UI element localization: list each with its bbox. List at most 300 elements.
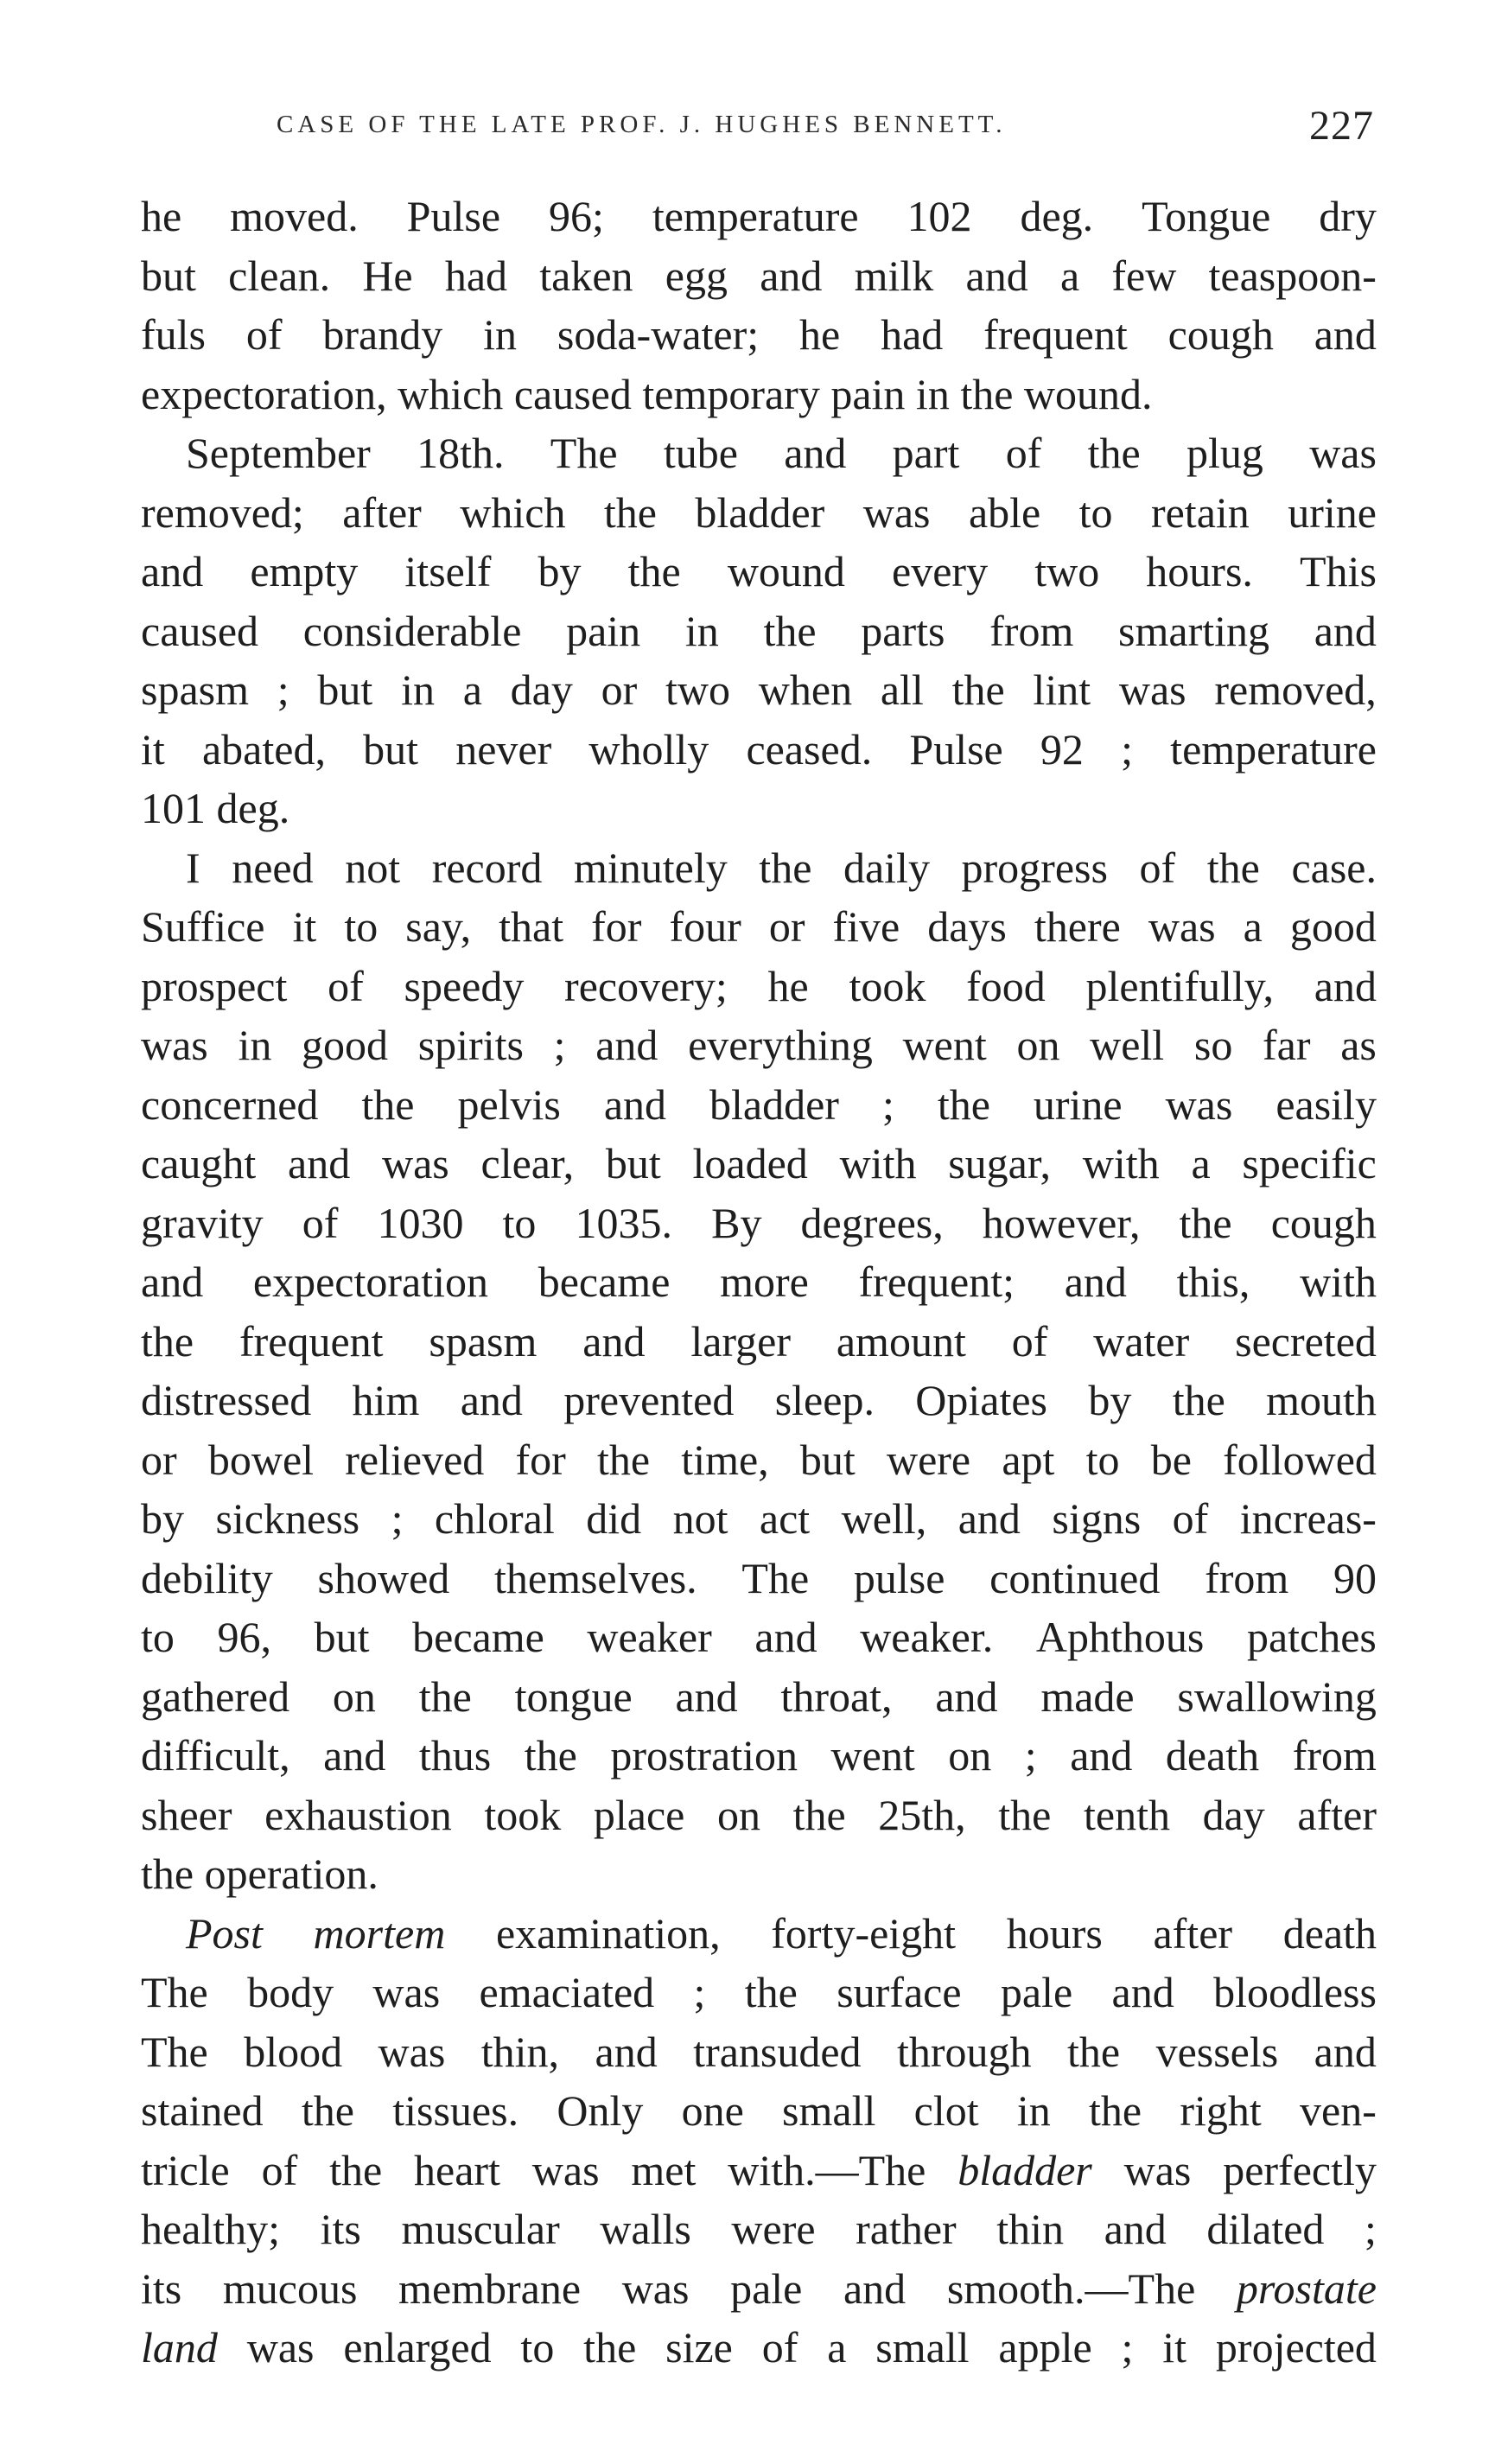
word: went [830,1731,915,1780]
word: in [1016,2086,1051,2135]
text-line [141,720,1377,780]
word: and [1314,606,1377,655]
word: This [1300,547,1377,595]
word: Pulse [406,192,501,240]
word: or [768,902,805,951]
word: relieved [345,1435,485,1484]
word: but [141,251,196,300]
word: small [782,2086,876,2135]
word: a [827,2323,847,2372]
word: was [531,2145,600,2194]
word: it [141,724,165,774]
word: everything [688,1021,873,1069]
text-line [141,423,1377,483]
word: dilated [1206,2205,1325,2253]
word: did [586,1494,642,1543]
italic-word: mortem [313,1908,446,1958]
word: deg. [216,784,290,832]
word: on [1016,1021,1060,1069]
text-line [141,2318,1377,2378]
word: signs [1052,1494,1142,1543]
word: him [352,1376,420,1424]
word: this, [1176,1257,1250,1306]
word: the [583,2323,637,2372]
word: of [245,310,283,359]
word: the [597,1435,651,1484]
word: the [960,369,1014,418]
word: the [301,2086,354,2135]
word: exhaustion [264,1790,452,1839]
word: a [1191,1139,1211,1187]
text-line [141,1608,1377,1667]
word: say, [405,902,472,951]
word: easily [1276,1079,1377,1129]
word: temporary [642,369,820,418]
word: operation. [204,1850,379,1898]
word: on [948,1731,992,1780]
word: for [515,1435,566,1484]
word: good [302,1021,389,1069]
word: to [141,1613,175,1661]
word: he [767,961,809,1010]
word: 96; [548,192,604,240]
word: was [1165,1079,1233,1129]
word: enlarged [343,2323,492,2372]
word: sugar, [948,1139,1052,1187]
word: recovery; [564,961,728,1010]
word: speedy [404,961,525,1010]
word: were [731,2205,816,2253]
word: of [1011,1316,1048,1366]
word: on [332,1671,376,1721]
word: the [524,1731,577,1780]
word: smooth.—The [946,2263,1196,2313]
text-line [141,2259,1377,2319]
word: Opiates [915,1376,1048,1424]
word: the [951,665,1005,714]
word: itself [404,547,492,595]
word: teaspoon- [1208,251,1377,300]
word: tricle [141,2145,230,2194]
word: followed [1223,1435,1377,1484]
word: after [1153,1908,1233,1958]
word: prevented [563,1376,735,1424]
word: the [603,487,657,537]
body-text [141,187,1377,2378]
word: and [1314,961,1377,1010]
word: loaded [692,1139,808,1187]
word: and [1104,2205,1167,2253]
word: death [1282,1908,1377,1958]
word: its [141,2263,182,2313]
word: and [603,1079,667,1129]
word: water [1093,1316,1190,1366]
word: apt [1002,1435,1055,1484]
word: expectoration, [141,369,387,418]
word: forty-eight [771,1908,957,1958]
word: abated, [201,724,326,774]
word: met [631,2145,697,2194]
word: had [881,310,944,359]
word: larger [690,1316,791,1366]
word: difficult, [141,1731,290,1780]
word: wound. [1023,369,1153,418]
word: tissues. [392,2086,519,2135]
word: food [966,961,1046,1010]
word: spasm [141,665,249,714]
word: clear, [480,1139,575,1187]
text-line [141,187,1377,246]
text-line [141,1844,1377,1904]
word: cough [1167,310,1274,359]
word: By [711,1198,762,1247]
word: 25th, [878,1790,966,1839]
word: were [886,1435,971,1484]
word: ; [277,665,289,714]
word: themselves. [494,1553,697,1602]
word: continued [989,1553,1161,1602]
text-line [141,1371,1377,1430]
word: and [965,251,1028,300]
word: patches [1246,1613,1377,1661]
word: of [302,1198,339,1247]
word: muscular [401,2205,560,2253]
word: went [902,1021,987,1069]
word: and [935,1671,998,1721]
word: expectoration [252,1257,489,1306]
word: or [141,1435,177,1484]
word: was [381,1139,449,1187]
text-line [141,483,1377,543]
text-line [141,246,1377,306]
word: pelvis [457,1079,561,1129]
italic-word: land [141,2323,218,2372]
word: specific [1242,1139,1377,1187]
word: for [591,902,642,951]
word: pain [566,606,641,655]
word: good [1289,902,1377,951]
word: a [462,665,482,714]
word: parts [861,606,945,655]
word: by [538,547,582,595]
word: He [362,251,413,300]
word: took [484,1790,562,1839]
word: in [238,1021,272,1069]
word: pulse [853,1553,945,1602]
word: in [915,369,950,418]
word: The [141,2027,208,2076]
text-line [141,1904,1377,1964]
text-line [141,1075,1377,1135]
word: day [1202,1790,1265,1839]
text-line [141,305,1377,365]
running-title: CASE OF THE LATE PROF. J. HUGHES BENNETT. [277,111,1007,138]
word: thin [996,2205,1065,2253]
word: ; [1365,2205,1377,2253]
word: heart [414,2145,500,2194]
word: showed [317,1553,450,1602]
word: of [1005,429,1042,477]
word: the [792,1790,846,1839]
word: by [141,1494,184,1543]
word: considerable [302,606,522,655]
text-line [141,779,1377,838]
word: one [681,2086,744,2135]
word: pale [730,2263,803,2313]
word: ; [1121,724,1133,774]
word: Aphthous [1035,1613,1205,1661]
word: the [744,1968,798,2016]
word: he [799,310,841,359]
text-line [141,897,1377,957]
word: ; [1121,2323,1134,2372]
word: became [538,1257,671,1306]
word: sheer [141,1790,232,1839]
text-line [141,957,1377,1016]
word: ; [693,1968,706,2016]
word: empty [250,547,359,595]
word: cough [1270,1198,1377,1247]
word: when [758,665,853,714]
word: able [968,487,1041,537]
word: all [880,665,924,714]
word: urine [1288,487,1377,537]
word: which [398,369,504,418]
word: the [1087,429,1141,477]
paragraph [141,1904,1377,2378]
word: dry [1319,192,1377,240]
word: tube [663,429,738,477]
text-line [141,2022,1377,2082]
paragraph [141,187,1377,423]
word: of [1172,1494,1209,1543]
word: however, [982,1198,1141,1247]
word: part [892,429,960,477]
word: of [1139,843,1176,892]
word: to [344,902,379,951]
text-line [141,1134,1377,1194]
text-line [141,1786,1377,1845]
word: and [1314,2027,1377,2076]
word: from [989,606,1074,655]
word: the [141,1850,194,1898]
word: the [329,2145,383,2194]
word: it [292,902,317,951]
word: sickness [215,1494,360,1543]
word: temperature [652,192,859,240]
word: well [1090,1021,1165,1069]
word: weaker. [860,1613,994,1661]
word: temperature [1170,724,1377,774]
word: walls [600,2205,691,2253]
word: in [684,606,719,655]
word: swallowing [1177,1671,1377,1721]
word: milk [854,251,934,300]
word: fuls [141,310,206,359]
word: increas- [1239,1494,1377,1543]
word: never [455,724,552,774]
word: the [1172,1376,1225,1424]
word: was [141,1021,208,1069]
word: Tongue [1142,192,1271,240]
word: after [342,487,422,537]
text-line [141,365,1377,424]
word: so [1193,1021,1233,1069]
word: in [401,665,435,714]
word: frequent; [858,1257,1015,1306]
word: daily [843,843,930,892]
word: of [261,2145,298,2194]
word: was [1309,429,1377,477]
word: few [1111,251,1177,300]
word: plug [1186,429,1263,477]
word: thin, [480,2027,560,2076]
word: record [431,843,543,892]
word: bowel [207,1435,315,1484]
word: mouth [1266,1376,1377,1424]
word: chloral [434,1494,555,1543]
word: the [998,1790,1052,1839]
word: case. [1291,843,1377,892]
word: four [669,902,741,951]
word: not [345,843,401,892]
paragraph [141,423,1377,838]
word: ven- [1300,2086,1377,2135]
word: but [799,1435,856,1484]
word: time, [681,1435,769,1484]
word: but [314,1613,370,1661]
word: was [1148,902,1216,951]
word: after [1297,1790,1377,1839]
word: the [763,606,817,655]
word: The [141,1968,208,2016]
word: and [288,1139,351,1187]
word: urine [1033,1079,1123,1129]
word: through [897,2027,1032,2076]
word: lint [1033,665,1091,714]
word: 92 [1040,724,1084,774]
word: with [1300,1257,1377,1306]
word: debility [141,1553,273,1602]
word: 96, [217,1613,272,1661]
page-number: 227 [1309,103,1374,149]
word: that [499,902,564,951]
text-line [141,2081,1377,2141]
word: I [186,843,200,892]
word: secreted [1235,1316,1377,1366]
word: soda-water; [557,310,760,359]
text-line [141,1549,1377,1608]
word: and [1064,1257,1127,1306]
word: from [1205,1553,1289,1602]
word: a [1059,251,1080,300]
text-line [141,1194,1377,1253]
word: with [839,1139,917,1187]
word: plentifully, [1085,961,1275,1010]
word: small [875,2323,970,2372]
word: to [1078,487,1113,537]
word: the [759,843,812,892]
word: ; [1024,1731,1037,1780]
word: egg [665,251,728,300]
text-line [141,838,1377,898]
word: and [675,1671,738,1721]
word: clot [913,2086,979,2135]
word: caused [513,369,632,418]
word: The [550,429,618,477]
word: and [460,1376,523,1424]
word: sleep. [774,1376,875,1424]
word: five [832,902,900,951]
word: of [761,2323,798,2372]
word: caught [141,1139,257,1187]
word: distressed [141,1376,312,1424]
word: and [1070,1731,1133,1780]
word: and [843,2263,907,2313]
word: the [1067,2027,1121,2076]
word: in [483,310,518,359]
word: thus [418,1731,492,1780]
word: ceased. [746,724,873,774]
word: and [957,1494,1021,1543]
text-line [141,1016,1377,1075]
word: not [672,1494,728,1543]
word: the [937,1079,990,1129]
word: with.—The [728,2145,926,2194]
text-line [141,1312,1377,1372]
word: hours [1006,1908,1103,1958]
word: day [510,665,573,714]
word: 1035. [575,1198,673,1247]
word: clean. [228,251,331,300]
word: Pulse [909,724,1003,774]
italic-word: Post [186,1908,263,1958]
text-line [141,2141,1377,2200]
word: days [927,902,1007,951]
word: the [141,1316,194,1366]
word: progress [961,843,1108,892]
word: from [1292,1731,1377,1780]
word: 101 [141,784,206,832]
word: moved. [230,192,359,240]
text-line [141,660,1377,720]
word: 18th. [417,429,505,477]
word: he [141,192,182,240]
word: ; [881,1079,894,1129]
word: with [1082,1139,1160,1187]
word: on [716,1790,760,1839]
word: wholly [588,724,709,774]
word: ; [553,1021,566,1069]
word: taken [539,251,633,300]
word: bladder [709,1079,839,1129]
word: concerned [141,1079,319,1129]
word: was [1123,2145,1192,2194]
word: but [317,665,373,714]
word: and [582,1316,646,1366]
word: hours. [1146,547,1253,595]
word: removed; [141,487,304,537]
italic-word: bladder [957,2145,1092,2194]
word: need [232,843,314,892]
word: and [1111,1968,1174,2016]
italic-word: prostate [1236,2263,1377,2313]
word: gathered [141,1671,290,1721]
word: its [320,2205,361,2253]
word: transuded [693,2027,862,2076]
word: membrane [398,2263,582,2313]
word: Suffice [141,902,265,951]
